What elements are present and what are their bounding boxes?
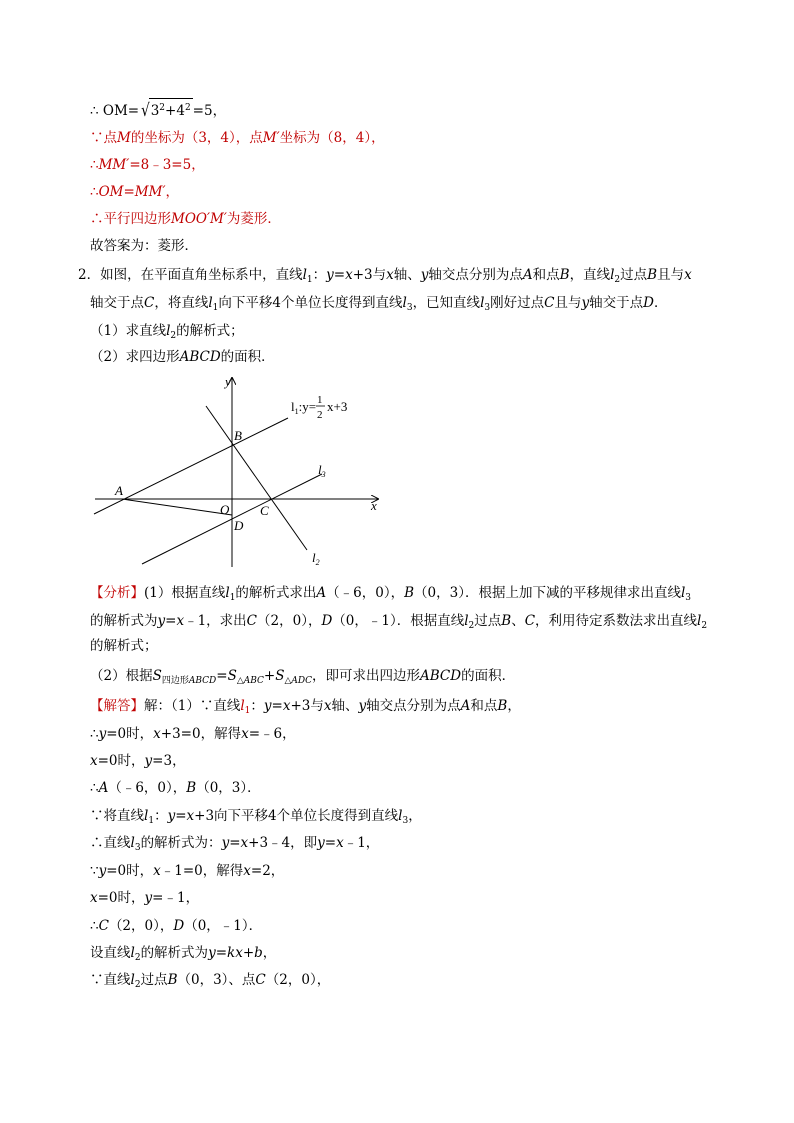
a-text: (1）根据直线 — [144, 585, 226, 601]
var-x: x — [240, 835, 249, 851]
point-a-label: A — [115, 483, 123, 498]
point-c: C — [255, 972, 266, 988]
r-text: 过点 — [140, 972, 168, 988]
r-text: +3向下平移4个单位长度得到直线 — [194, 808, 399, 824]
var-y: y — [358, 698, 367, 714]
r-text: ∵直线 — [90, 972, 131, 988]
sub: 2 — [614, 275, 621, 285]
a-text: ，即可求出四边形 — [312, 668, 420, 684]
sub: 2 — [468, 621, 475, 631]
point-m: M — [117, 130, 131, 146]
sqrt-exp-a: 2 — [159, 103, 166, 113]
segment-mm: MM′ — [134, 184, 166, 200]
q-text: ． — [653, 295, 668, 311]
answer-line-10 — [90, 944, 276, 967]
sub: 3 — [484, 303, 491, 313]
a-text: ﹣1，求出 — [184, 613, 247, 629]
answer-line-7 — [90, 862, 284, 880]
sub: ADC — [291, 676, 312, 686]
a-text: （0，3）．根据上加下减的平移规律求出直线 — [414, 585, 681, 601]
sub: ABCD — [188, 676, 217, 686]
sqrt-term-b: +4 — [165, 103, 185, 119]
r-text: =﹣1， — [152, 890, 200, 906]
point-c: C — [98, 918, 109, 934]
equals: = — [165, 613, 177, 629]
line-l: l — [166, 323, 171, 339]
r-text: ， — [408, 808, 422, 824]
r-text: 轴、 — [331, 698, 359, 714]
var-y: y — [144, 753, 153, 769]
r-text: ∵将直线 — [90, 808, 144, 824]
sub: 四边形 — [161, 676, 189, 686]
q-text: 轴交于点 — [589, 295, 644, 311]
r-text: （﹣6，0）， — [108, 780, 187, 796]
shape-name: MOO′M′ — [171, 211, 227, 227]
analysis-line-3: 的解析式； — [90, 638, 158, 654]
point-b: B — [647, 267, 658, 283]
q-text: （2）求四边形 — [90, 349, 180, 365]
q-text: 2．如图，在平面直角坐标系中，直线 — [78, 267, 303, 283]
var-y: y — [263, 698, 272, 714]
a-text: （﹣6，0）， — [326, 585, 405, 601]
sqrt-exp-b: 2 — [184, 103, 191, 113]
r-text: =0时， — [106, 863, 154, 879]
sub: 3 — [685, 593, 692, 603]
point-c: C — [144, 295, 155, 311]
area-s: S — [227, 668, 237, 684]
point-d: D — [643, 295, 654, 311]
line-l: l — [464, 613, 469, 629]
equals: = — [324, 835, 337, 851]
point-c: C — [246, 613, 258, 629]
r-text: 设直线 — [90, 945, 131, 961]
r-text: ， — [262, 945, 277, 961]
line-l: l — [130, 945, 135, 961]
sub: 1 — [212, 303, 219, 313]
answer-line-11 — [90, 971, 330, 994]
q-text: 向下平移4个单位长度得到直线 — [218, 295, 403, 311]
point-d: D — [321, 613, 333, 629]
x-axis-label: x — [371, 498, 377, 513]
l1-rest: x+3 — [327, 399, 348, 414]
equals: = — [271, 698, 283, 714]
r-text: （0，3）． — [196, 780, 261, 796]
var-x: x — [90, 890, 98, 906]
solution-line-om — [90, 98, 226, 120]
solution-line-rhombus — [90, 210, 281, 228]
l1-letter: l — [291, 399, 295, 414]
q-text: 轴交点分别为点 — [428, 267, 523, 283]
a-text: （0，﹣1）．根据直线 — [332, 613, 465, 629]
answer-line-2 — [90, 725, 296, 743]
sub: 1 — [229, 593, 236, 603]
a-text: （2，0）， — [257, 613, 322, 629]
coord-text: 的坐标为（3，4），点 — [130, 130, 263, 146]
r-text: ﹣1， — [343, 835, 380, 851]
parallelogram-text: ∴平行四边形 — [90, 211, 171, 227]
q-text: 且与 — [657, 267, 685, 283]
question-2-line-2 — [90, 294, 667, 317]
sub: 1 — [306, 275, 313, 285]
var-x: x — [386, 267, 394, 283]
question-2-sub-1 — [90, 322, 244, 345]
analysis-line-2 — [90, 612, 707, 635]
therefore-symbol: ∴ — [90, 184, 99, 200]
line-l: l — [680, 585, 686, 601]
q-text: 刚好过点 — [490, 295, 545, 311]
analysis-line-4 — [90, 667, 515, 690]
var-y: y — [157, 613, 166, 629]
var-y: y — [221, 835, 230, 851]
point-a: A — [316, 585, 327, 601]
var-x: x — [90, 753, 98, 769]
r-text: =0时， — [106, 726, 154, 742]
point-b-label: B — [234, 428, 242, 443]
analysis-tag: 【分析】 — [90, 585, 144, 601]
var-x: x — [282, 698, 291, 714]
r-text: ∴ — [90, 918, 99, 934]
question-2-sub-2 — [90, 348, 275, 366]
point-c: C — [544, 295, 555, 311]
line-l: l — [225, 585, 230, 601]
line-l: l — [480, 295, 485, 311]
sub: 2 — [134, 980, 141, 990]
r-text: =3， — [152, 753, 186, 769]
point-b: B — [167, 972, 178, 988]
point-b: B — [404, 585, 415, 601]
answer-line-1 — [90, 697, 521, 720]
var-x: x — [153, 863, 161, 879]
om-result: =5， — [192, 103, 227, 119]
q-text: ，将直线 — [154, 295, 209, 311]
a-text: 的面积． — [461, 668, 516, 684]
point-b: B — [497, 698, 508, 714]
answer-line-5 — [90, 807, 422, 830]
r-text: +3与 — [290, 698, 324, 714]
a-text: （2）根据 — [90, 668, 153, 684]
comma: ， — [165, 184, 180, 200]
q-text: 轴交于点 — [90, 295, 144, 311]
r-text: 和点 — [470, 698, 498, 714]
because-text: ∵点 — [90, 130, 117, 146]
answer-line: 故答案为：菱形． — [90, 238, 198, 254]
r-text: ： — [250, 698, 264, 714]
l2-letter: l — [312, 550, 316, 565]
var-x: x — [345, 267, 353, 283]
sub: △ — [284, 676, 292, 686]
point-b: B — [501, 613, 512, 629]
sqrt-term-a: 3 — [150, 103, 160, 119]
var-y: y — [208, 945, 216, 961]
equals: = — [333, 267, 346, 283]
r-text: （0，3）、点 — [177, 972, 256, 988]
point-b: B — [559, 267, 570, 283]
line-l: l — [208, 295, 213, 311]
om-prefix: ∴ OM= — [90, 103, 140, 119]
plus: + — [263, 668, 276, 684]
r-text: （0，﹣1）． — [184, 918, 263, 934]
q-text: 的面积． — [220, 349, 275, 365]
var-y: y — [144, 890, 153, 906]
q-text: 轴、 — [393, 267, 421, 283]
sub: 3 — [406, 303, 413, 313]
answer-line-6 — [90, 834, 379, 857]
r-text: ∴ — [90, 726, 99, 742]
solution-line-m-coords — [90, 129, 385, 147]
answer-line-4 — [90, 779, 261, 797]
r-text: =0时， — [97, 890, 145, 906]
var-y: y — [167, 808, 176, 824]
r-text: 的解析式为： — [140, 835, 222, 851]
var-y: y — [420, 267, 429, 283]
q-text: 且与 — [554, 295, 582, 311]
mm-value: =8﹣3=5， — [129, 157, 205, 173]
l3-letter: l — [318, 462, 322, 477]
var-x: x — [336, 835, 344, 851]
solution-line-mm — [90, 156, 205, 174]
r-text: （2，0）， — [108, 918, 174, 934]
point-a: A — [522, 267, 533, 283]
line-l: l — [130, 835, 135, 851]
analysis-line-1 — [90, 584, 691, 607]
point-c: C — [524, 613, 536, 629]
area-s: S — [275, 668, 285, 684]
r-text: =﹣6， — [248, 726, 296, 742]
segment-om: OM — [98, 184, 124, 200]
q-text: 过点 — [620, 267, 648, 283]
r-text: ∵ — [90, 863, 99, 879]
q-text: +3与 — [352, 267, 387, 283]
therefore-symbol: ∴ — [90, 157, 99, 173]
var-x: x — [323, 698, 332, 714]
plus: + — [242, 945, 255, 961]
rhombus-text: 为菱形． — [226, 211, 281, 227]
r-text: ： — [154, 808, 168, 824]
sub: 1 — [148, 816, 155, 826]
y-axis-label: y — [225, 374, 231, 389]
a-text: 的解析式为 — [90, 613, 158, 629]
colon: ： — [312, 267, 327, 283]
r-text: 轴交点分别为点 — [366, 698, 461, 714]
sub: 2 — [701, 621, 708, 631]
line-l: l — [398, 808, 403, 824]
var-y: y — [98, 863, 107, 879]
l1-eq: :y= — [298, 399, 317, 414]
line-l: l — [402, 295, 407, 311]
var-y: y — [581, 295, 590, 311]
var-y: y — [326, 267, 334, 283]
sub: 3 — [402, 816, 409, 826]
segment-mm: MM′ — [98, 157, 130, 173]
a-text: ，利用待定系数法求出直线 — [535, 613, 698, 629]
question-2-line-1 — [78, 266, 692, 289]
l1-frac-num: 1 — [317, 394, 323, 406]
r-text: +3﹣4，即 — [248, 835, 318, 851]
l1-frac-den: 2 — [317, 409, 323, 421]
point-a: A — [98, 780, 109, 796]
l1-sub: 1 — [294, 407, 299, 416]
line-l: l — [144, 808, 149, 824]
q-text: （1）求直线 — [90, 323, 167, 339]
equals: = — [123, 184, 135, 200]
sqrt-body — [149, 98, 193, 120]
r-text: 解：（1）∵直线 — [144, 698, 241, 714]
var-x: x — [186, 808, 195, 824]
point-d-label: D — [234, 518, 244, 533]
equals: = — [229, 835, 241, 851]
r-text: +3=0，解得 — [160, 726, 242, 742]
line-l2 — [206, 406, 307, 550]
a-text: 过点 — [474, 613, 502, 629]
var-x: x — [243, 863, 251, 879]
equals: = — [175, 808, 187, 824]
sub: 1 — [244, 706, 251, 716]
r-text: 的解析式为 — [140, 945, 209, 961]
l2-sub: 2 — [315, 558, 320, 567]
point-b: B — [186, 780, 197, 796]
line-l: l — [610, 267, 615, 283]
q-text: ，直线 — [569, 267, 611, 283]
shape-abcd: ABCD — [420, 668, 462, 684]
shape-abcd: ABCD — [179, 349, 221, 365]
var-x: x — [241, 726, 249, 742]
sub: 3 — [134, 843, 141, 853]
origin-label: O — [220, 502, 230, 517]
a-text: 的解析式求出 — [235, 585, 317, 601]
solution-line-om-eq — [90, 183, 179, 201]
r-text: （2，0）， — [265, 972, 331, 988]
sub: 2 — [170, 331, 177, 341]
answer-line-9 — [90, 917, 262, 935]
point-m-prime: M′ — [262, 130, 280, 146]
r-text: =2， — [250, 863, 285, 879]
coord-text-2: 坐标为（8，4）， — [279, 130, 385, 146]
answer-line-3 — [90, 752, 186, 770]
l3-label — [318, 462, 326, 479]
l1-label — [291, 399, 316, 416]
answer-line-8 — [90, 889, 199, 907]
equals: = — [216, 668, 228, 684]
line-l: l — [240, 698, 245, 714]
l2-label — [312, 550, 320, 567]
point-c-label: C — [260, 503, 269, 518]
q-text: ，已知直线 — [412, 295, 481, 311]
point-a: A — [460, 698, 471, 714]
r-text: ， — [507, 698, 521, 714]
equals: = — [215, 945, 228, 961]
sub: 2 — [134, 953, 141, 963]
r-text: ∴ — [90, 780, 99, 796]
var-b: b — [254, 945, 263, 961]
segment-ad — [122, 499, 232, 515]
a-text: 、 — [511, 613, 525, 629]
line-l: l — [697, 613, 702, 629]
q-text: 的解析式； — [176, 323, 244, 339]
var-kx: kx — [227, 945, 243, 961]
answer-tag: 【解答】 — [90, 698, 144, 714]
var-y: y — [317, 835, 325, 851]
sqrt-icon: √ — [141, 100, 150, 122]
l3-sub: 3 — [321, 470, 326, 479]
r-text: =0时， — [97, 753, 145, 769]
var-x: x — [153, 726, 161, 742]
var-x: x — [176, 613, 185, 629]
line-l: l — [130, 972, 135, 988]
point-d: D — [173, 918, 185, 934]
r-text: ∴直线 — [90, 835, 131, 851]
coordinate-figure — [90, 372, 390, 572]
r-text: ﹣1=0，解得 — [160, 863, 244, 879]
line-l: l — [302, 267, 307, 283]
area-s: S — [152, 668, 162, 684]
sub: △ — [236, 676, 244, 686]
sub: ABC — [243, 676, 264, 686]
q-text: 和点 — [532, 267, 560, 283]
var-y: y — [98, 726, 107, 742]
var-x: x — [684, 267, 692, 283]
